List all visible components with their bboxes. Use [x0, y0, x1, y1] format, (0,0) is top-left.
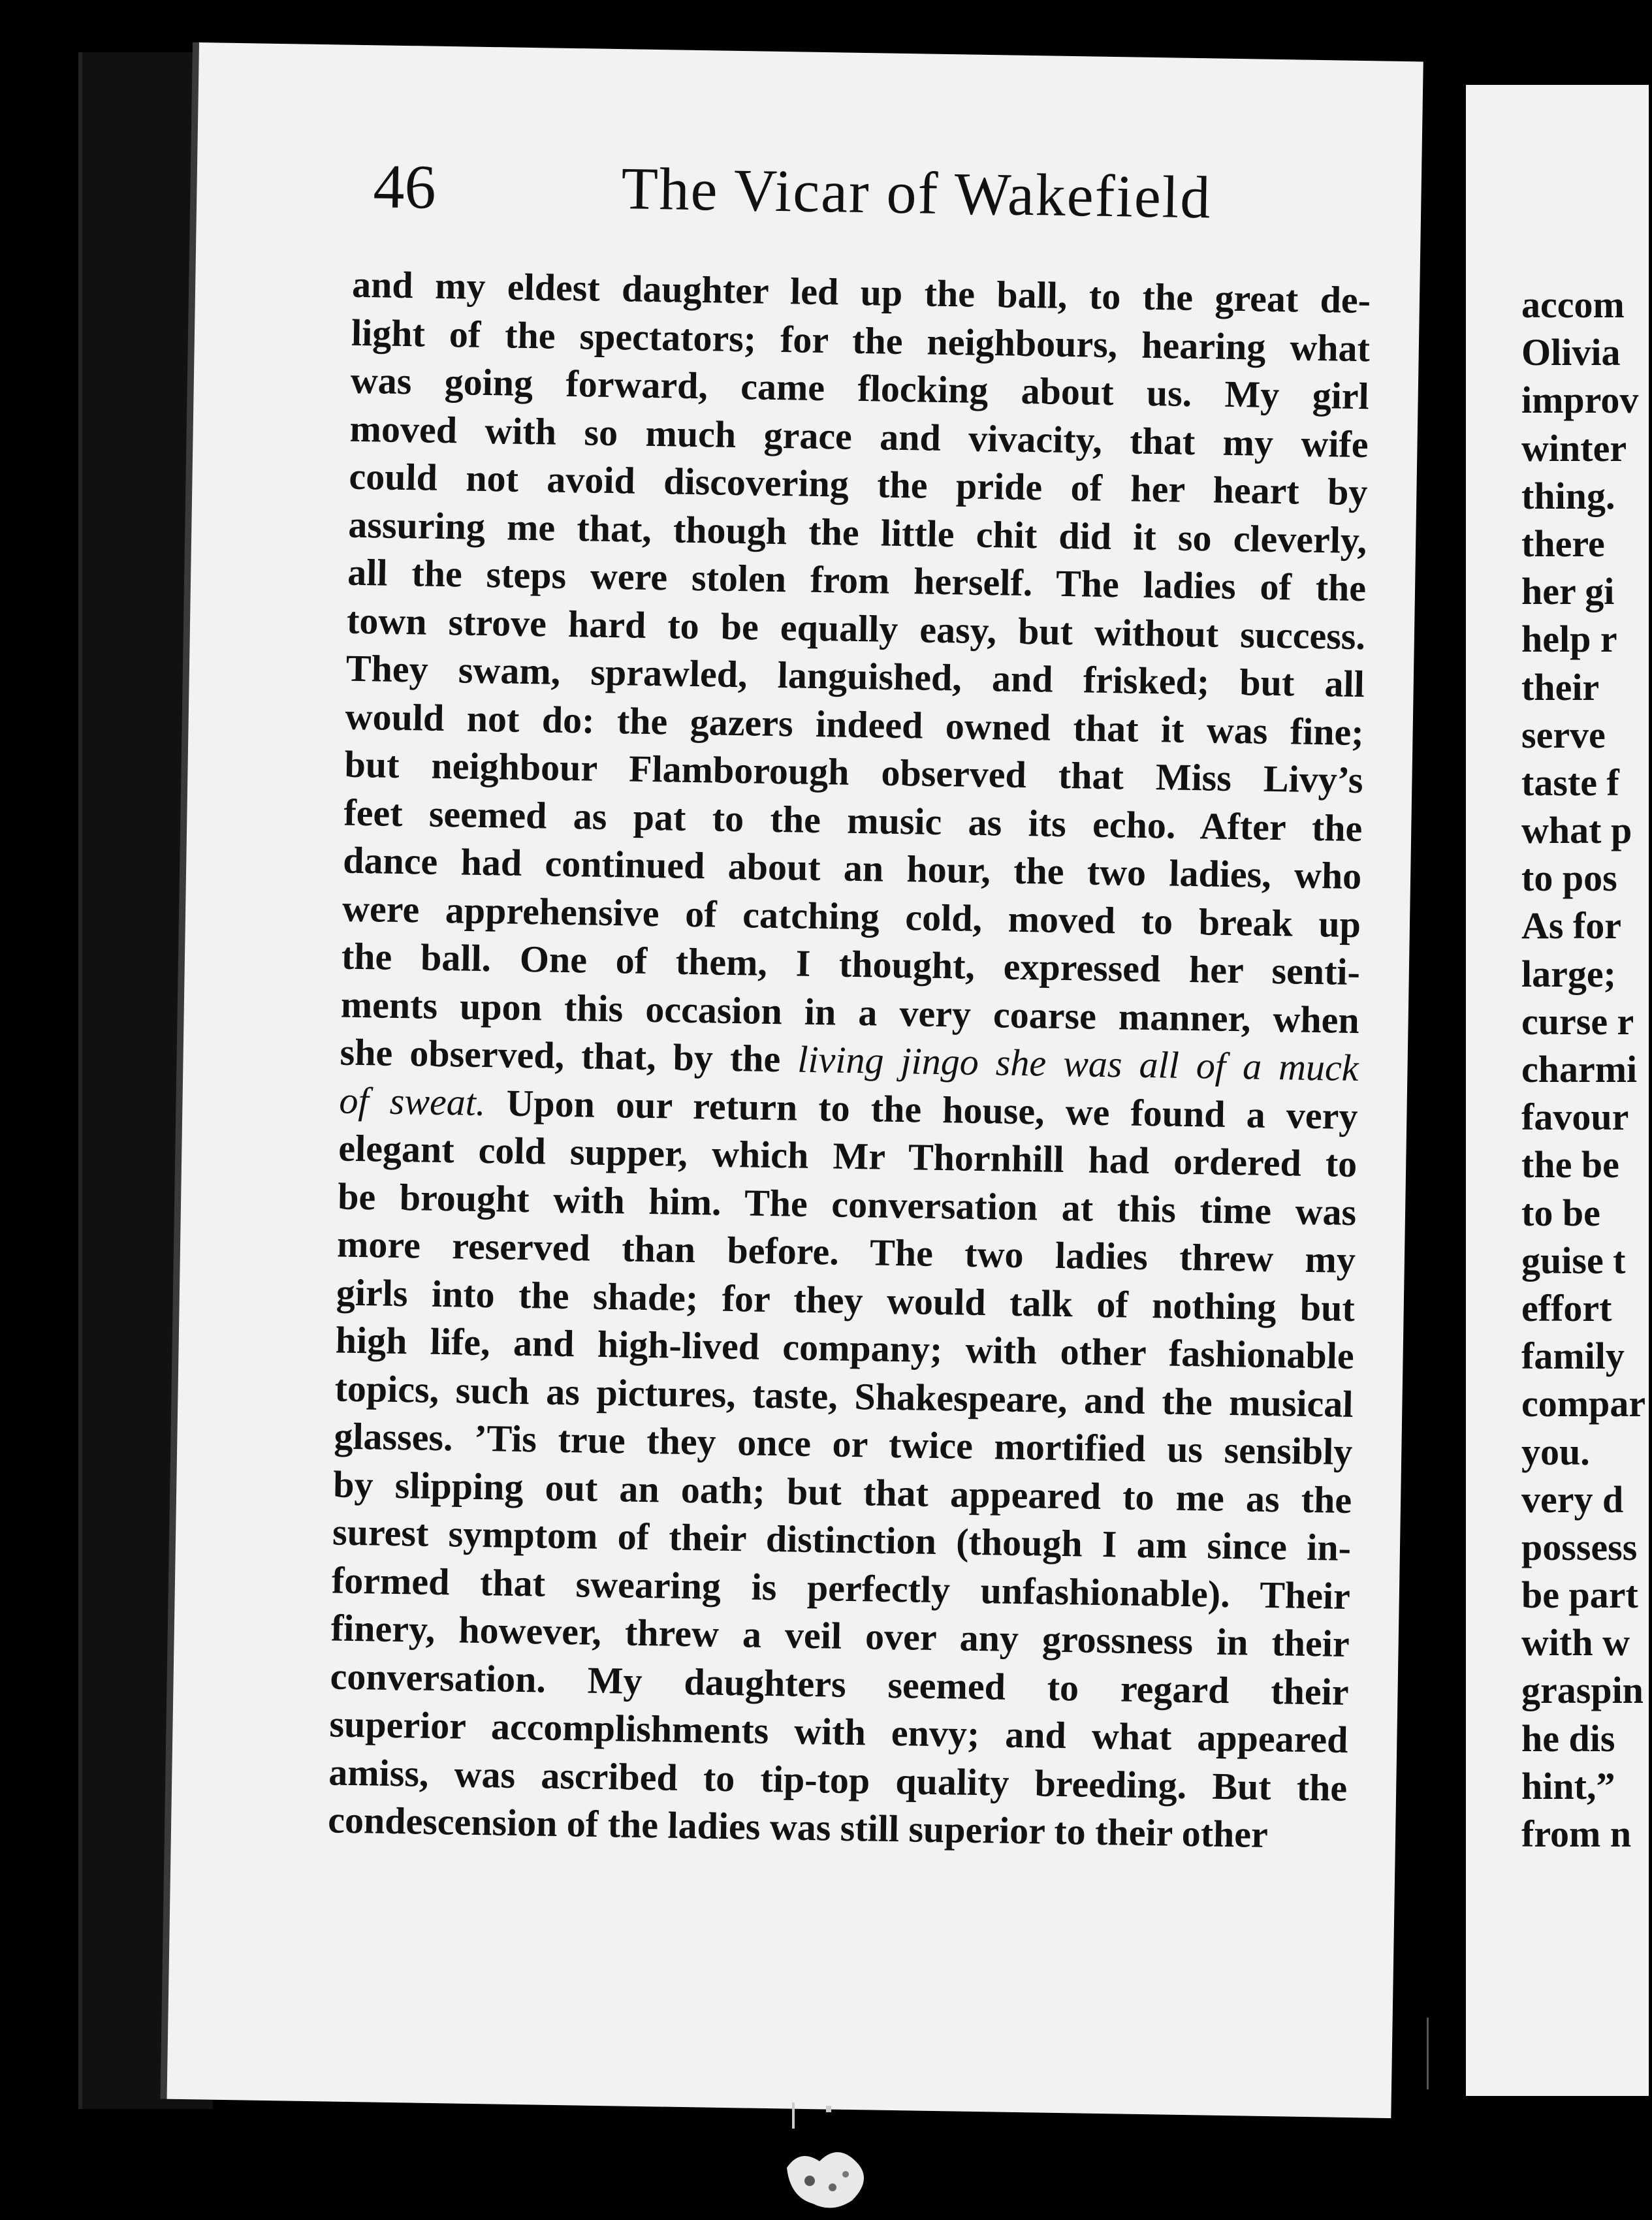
- text-fragment: large;: [1521, 952, 1616, 995]
- text-fragment: with w: [1521, 1621, 1630, 1664]
- text-line: surest symptom of their distinction (though I am since in-: [332, 1510, 1352, 1569]
- text-line: assuring me that, though the little chit did it so cleverly,: [347, 503, 1367, 562]
- text-fragment: serve: [1521, 713, 1606, 756]
- text-line: high life, and high-lived company; with other fashionable: [335, 1318, 1355, 1378]
- text-fragment: family: [1521, 1335, 1625, 1378]
- text-fragment: she observed, that, by the: [340, 1030, 781, 1081]
- text-fragment: to be: [1521, 1191, 1600, 1234]
- text-line: amiss, was ascribed to tip-top quality breeding. But the: [328, 1750, 1348, 1809]
- text-line: all the steps were stolen from herself. The ladies of the: [347, 550, 1367, 610]
- body-text: [328, 261, 1371, 1860]
- text-fragment: you.: [1521, 1430, 1590, 1473]
- text-line: by slipping out an oath; but that appeared to me as the: [332, 1463, 1352, 1521]
- text-fragment: favour: [1521, 1096, 1629, 1139]
- text-fragment: taste f: [1521, 761, 1619, 804]
- text-fragment: guise t: [1521, 1239, 1626, 1282]
- right-page: [1466, 85, 1649, 2096]
- text-line: light of the spectators; for the neighbours, hearing what: [351, 311, 1371, 370]
- text-fragment: there: [1521, 522, 1605, 565]
- scan-artifact: [761, 2089, 891, 2220]
- left-page: [167, 42, 1423, 2118]
- text-line: glasses. ’Tis true they once or twice mortified us sensibly: [333, 1414, 1353, 1474]
- text-fragment: accom: [1521, 283, 1625, 326]
- text-line: be brought with him. The conversation at this time was: [337, 1175, 1357, 1233]
- text-fragment: to pos: [1521, 857, 1617, 900]
- text-line: elegant cold supper, which Mr Thornhill had ordered to: [338, 1126, 1358, 1186]
- text-fragment: As for: [1521, 904, 1622, 947]
- italic-phrase: living jingo she was all of a muck: [797, 1038, 1359, 1090]
- text-line: was going forward, came flocking about us. My girl: [350, 358, 1370, 418]
- text-line: would not do: the gazers indeed owned that it was fine;: [345, 695, 1365, 753]
- text-fragment: graspin: [1521, 1669, 1644, 1712]
- text-line: condescension of the ladies was still superior to their other: [327, 1798, 1269, 1856]
- text-line: girls into the shade; for they would talk of nothing but: [336, 1271, 1356, 1329]
- text-line: topics, such as pictures, taste, Shakespeare, and the musical: [334, 1367, 1354, 1425]
- text-fragment: curse r: [1521, 1000, 1634, 1043]
- text-fragment: winter: [1521, 426, 1627, 469]
- text-fragment: effort: [1521, 1286, 1612, 1329]
- text-line: ments upon this occasion in a very coarse manner, when: [340, 983, 1360, 1041]
- text-fragment: help r: [1521, 618, 1617, 661]
- text-fragment: charmi: [1521, 1048, 1638, 1090]
- text-fragment: compar: [1521, 1382, 1646, 1425]
- text-fragment: the be: [1521, 1143, 1619, 1186]
- text-line: conversation. My daughters seemed to regard their: [330, 1654, 1350, 1713]
- text-fragment: from n: [1521, 1813, 1632, 1855]
- page-number: 46: [372, 151, 437, 222]
- page-header: [372, 150, 1392, 257]
- text-fragment: what p: [1521, 809, 1632, 852]
- text-line: moved with so much grace and vivacity, that my wife: [349, 407, 1369, 466]
- text-line: were apprehensive of catching cold, moved to break up: [342, 887, 1361, 945]
- text-fragment: their: [1521, 665, 1600, 708]
- text-line: and my eldest daughter led up the ball, to the great de-: [351, 262, 1371, 322]
- text-line: They swam, sprawled, languished, and frisked; but all: [345, 646, 1365, 706]
- text-fragment: improv: [1521, 379, 1639, 422]
- text-line: finery, however, threw a veil over any grossness in their: [330, 1606, 1350, 1665]
- text-fragment: her gi: [1521, 570, 1615, 613]
- text-fragment: thing.: [1521, 474, 1615, 517]
- text-line: formed that swearing is perfectly unfashionable). Their: [331, 1558, 1351, 1617]
- running-title: The Vicar of Wakefield: [620, 155, 1213, 231]
- text-fragment: Upon our return to the house, we found a very: [506, 1081, 1358, 1137]
- right-page-text: [1521, 281, 1652, 1858]
- text-line: dance had continued about an hour, the two ladies, who: [342, 838, 1362, 898]
- text-line: more reserved than before. The two ladies threw my: [336, 1222, 1356, 1282]
- text-fragment: Olivia: [1521, 331, 1621, 374]
- text-fragment: very d: [1521, 1478, 1624, 1521]
- text-line: but neighbour Flamborough observed that Miss Livy’s: [344, 742, 1363, 802]
- italic-phrase: of sweat.: [339, 1079, 486, 1124]
- text-fragment: he dis: [1521, 1717, 1615, 1760]
- gutter-line: [1427, 2018, 1438, 2089]
- text-fragment: possess: [1521, 1525, 1638, 1568]
- text-line: feet seemed as pat to the music as its echo. After the: [343, 791, 1363, 849]
- text-line: the ball. One of them, I thought, expressed her senti-: [341, 934, 1361, 994]
- text-line: town strove hard to be equally easy, but without success.: [346, 599, 1366, 658]
- text-fragment: hint,”: [1521, 1764, 1615, 1807]
- text-line: could not avoid discovering the pride of her heart by: [349, 454, 1368, 514]
- text-fragment: be part: [1521, 1574, 1638, 1617]
- text-line: superior accomplishments with envy; and what appeared: [329, 1702, 1348, 1761]
